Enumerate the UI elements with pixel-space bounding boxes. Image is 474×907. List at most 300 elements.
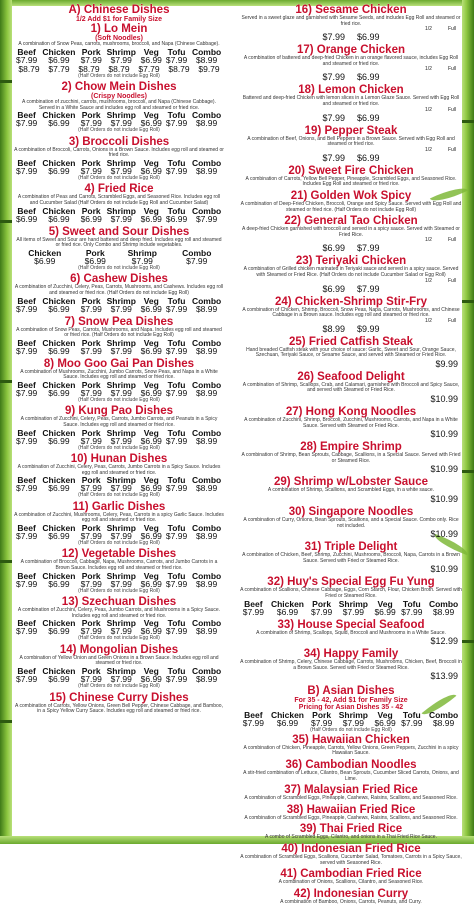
- item-description: A combination of Grilled chicken marinated in Teriyaki sauce and served in a spicy sauce. Served with Steamed or Fried Rice. (Half Orders do not include Cucumber Salad or Egg Roll): [243, 266, 459, 278]
- menu-item: [240, 868, 462, 886]
- price-column-header: Tofu: [167, 427, 186, 438]
- item-description: A combination of Broccoli, Cabbage, Napa, Mushrooms, Carrots, and Jumbo Carrots in a Brown Sauce. Includes egg roll and steamed or fried rice.: [20, 559, 218, 572]
- item-price: $10.99: [430, 529, 458, 540]
- menu-item: [14, 692, 224, 715]
- price-cell: $7.99: [165, 118, 188, 129]
- price-cell: $7.99: [80, 303, 102, 314]
- item-price: $10.99: [430, 394, 458, 405]
- price-column-header: Chicken: [42, 205, 76, 216]
- item-title: 26) Seafood Delight: [297, 370, 405, 383]
- price-column-header: Combo: [428, 598, 459, 609]
- price-column-header: Pork: [81, 570, 101, 581]
- item-note: (Half Orders do not include Egg Roll): [78, 492, 160, 499]
- price-column-header: Shrimp: [106, 618, 136, 629]
- price-cell: $7.99: [16, 387, 38, 398]
- price-cell: $7.99: [110, 165, 132, 176]
- price-column-header: Tofu: [402, 710, 421, 721]
- menu-item: [240, 804, 462, 822]
- price-column-header: Chicken: [42, 46, 76, 57]
- price-column-header: Pork: [81, 427, 101, 438]
- item-title: 1) Lo Mein: [90, 23, 148, 35]
- item-description: A combination of battered and deep-fried Chicken in an orange flavored sauce, includes Egg Roll and steamed or fried rice.: [243, 55, 459, 67]
- price-cell: $7.99: [165, 674, 188, 685]
- price-cell: $8.99: [195, 435, 218, 446]
- price-column-header: Shrimp: [106, 110, 136, 121]
- item-description: A combination of Shrimp, Celery, Chinese Cabbage, Carrots, Mushrooms, Chicken, Beef, Broccoli in a Brown Sauce. Served with Fried or Steamed Rice.: [240, 659, 462, 671]
- item-price-table: [14, 339, 224, 356]
- price-cell: $8.99: [195, 578, 218, 589]
- price-column-header: Beef: [17, 205, 36, 216]
- price-cell: $8.99: [432, 606, 455, 617]
- price-cell: $7.99: [322, 32, 345, 43]
- price-column-header: Combo: [191, 110, 222, 121]
- item-price-table: [14, 381, 224, 398]
- price-column-header: Veg: [143, 475, 159, 486]
- menu-item: [14, 273, 224, 313]
- item-price-table: [14, 667, 224, 684]
- price-cell: $7.99: [165, 345, 188, 356]
- item-price-table: [14, 524, 224, 541]
- price-column-header: Tofu: [167, 295, 186, 306]
- asian-price-table: [240, 711, 462, 728]
- price-cell: $7.99: [242, 718, 264, 729]
- item-description: A combination of Peas and Carrots, Scrambled Eggs, and Seasoned Rice. Includes egg roll and Cucumber Salad (Half Orders do not include Egg Roll and Cucumber Salad): [17, 194, 221, 207]
- price-column-header: Tofu: [167, 570, 186, 581]
- price-cell: $6.99: [140, 387, 162, 398]
- price-column-header: Beef: [244, 598, 263, 609]
- item-price-table: [14, 159, 224, 176]
- price-column-header: Shrimp: [106, 522, 136, 533]
- item-subtitle: (Soft Noodles): [95, 35, 143, 42]
- price-cell: $6.99: [48, 626, 70, 637]
- price-column-header: Veg: [377, 710, 393, 721]
- item-title: 33) House Special Seafood: [277, 618, 425, 631]
- item-title: 13) Szechuan Dishes: [61, 596, 177, 609]
- price-cell: $7.99: [110, 674, 132, 685]
- price-cell: $7.99: [110, 530, 132, 541]
- price-column-header: Combo: [191, 337, 222, 348]
- item-description: A stir-fried combination of Lettuce, Cilantro, Bean Sprouts, Cucumber Sliced Carrots, Onions, and Lime.: [243, 770, 459, 782]
- price-cell: $7.99: [165, 435, 188, 446]
- price-column-header: Chicken: [270, 598, 305, 609]
- half-full-prices: [240, 72, 462, 82]
- price-column-header: Chicken: [42, 427, 76, 438]
- price-cell: $7.99: [357, 243, 380, 254]
- price-cell: $7.99: [16, 530, 38, 541]
- item-subtitle: (Crispy Noodles): [90, 93, 147, 101]
- menu-item: [240, 44, 462, 82]
- price-column-header: Beef: [244, 710, 263, 721]
- price-column-header: Tofu: [167, 46, 186, 57]
- price-column-header: Chicken: [42, 570, 76, 581]
- item-description: A combination of Zucchini, Celery, Peas, Carrots, Mushrooms, and Cashews. Includes egg roll and steamed or fried rice. (Half Orders do not include Egg Roll): [14, 284, 224, 296]
- half-label: 1/2: [424, 237, 432, 244]
- price-cell: $6.99: [140, 345, 162, 356]
- price-column-header: Combo: [182, 247, 212, 258]
- item-description: A combination of Zucchini, Shrimp, Broccoli, Zucchini, Mushrooms, Carrots, and Napa in a White Sauce. Served with Steamed or Fried Rice.: [244, 417, 458, 429]
- price-column-header: Pork: [312, 710, 332, 721]
- price-column-header: Tofu: [167, 337, 186, 348]
- menu-item: [240, 476, 462, 504]
- price-cell: $6.99: [140, 626, 162, 637]
- menu-item: [14, 81, 224, 134]
- item-title: 23) Teriyaki Chicken: [295, 255, 407, 268]
- full-label: Full: [447, 146, 456, 153]
- price-cell: $8.99: [195, 165, 218, 176]
- price-column-header: Veg: [143, 46, 159, 57]
- menu-item: [240, 648, 462, 681]
- price-cell: $7.99: [16, 118, 38, 129]
- price-cell: $7.99: [16, 578, 38, 589]
- price-cell: $7.99: [322, 72, 345, 83]
- item-title: 19) Pepper Steak: [304, 124, 398, 137]
- price-cell: $6.99: [140, 578, 162, 589]
- price-cell: $7.99: [80, 578, 102, 589]
- price-column-header: Beef: [17, 427, 36, 438]
- item-title: 32) Huy's Special Egg Fu Yung: [267, 576, 435, 589]
- price-column-header: Tofu: [402, 598, 421, 609]
- right-menu-column: [240, 4, 462, 907]
- price-cell: $8.79: [78, 63, 100, 74]
- price-column-header: Combo: [191, 205, 222, 216]
- item-title: 9) Kung Pao Dishes: [65, 405, 173, 418]
- item-description: A combination of Mushrooms, Zucchini, Jumbo Carrots, Snow Peas, and Napa in a White Sauce. Includes egg roll and steamed or fried rice.: [20, 368, 218, 381]
- item-price: $10.99: [430, 429, 458, 440]
- price-column-header: Combo: [191, 379, 222, 390]
- item-description: A combination of Beef, Onions, and Bell Peppers in a Brown Sauce. Served with Egg Roll and steamed or fried rice.: [247, 135, 455, 148]
- price-cell: $7.99: [16, 54, 38, 65]
- full-label: Full: [447, 66, 456, 73]
- price-column-header: Pork: [81, 618, 101, 629]
- menu-item: [14, 405, 224, 451]
- item-title: 37) Malaysian Fried Rice: [284, 784, 418, 797]
- price-column-header: Chicken: [42, 337, 76, 348]
- menu-item: [240, 888, 462, 906]
- price-cell: $7.99: [165, 530, 188, 541]
- price-column-header: Combo: [191, 295, 222, 306]
- item-title: 29) Shrimp w/Lobster Sauce: [273, 476, 428, 489]
- price-column-header: Combo: [191, 666, 222, 677]
- item-title: 27) Hong Kong Noodles: [285, 406, 417, 419]
- price-column-header: Combo: [191, 475, 222, 486]
- half-label: 1/2: [424, 66, 432, 73]
- price-cell: $8.99: [195, 483, 218, 494]
- price-cell: $6.99: [140, 54, 162, 65]
- price-cell: $7.99: [110, 345, 132, 356]
- item-description: A combination of Snow Peas, Carrots, Mushrooms, and Napa. Includes egg roll and steamed or fried rice. (Half Orders do not include Egg Roll): [16, 326, 222, 339]
- price-column-header: Pork: [81, 110, 101, 121]
- item-title: 34) Happy Family: [303, 648, 399, 661]
- price-column-header: Beef: [17, 295, 36, 306]
- item-title: 24) Chicken-Shrimp Stir-Fry: [274, 295, 428, 308]
- item-description: A combination of Shrimp, Scallions, and Scrambled Eggs, in a white sauce.: [267, 487, 435, 494]
- item-note: (Half Orders do not include Egg Roll): [78, 174, 160, 181]
- menu-item: [240, 576, 462, 616]
- price-cell: $6.99: [48, 387, 70, 398]
- price-cell: $7.99: [110, 213, 132, 224]
- price-cell: $6.99: [140, 303, 162, 314]
- price-column-header: Combo: [191, 157, 222, 168]
- price-column-header: Veg: [143, 666, 159, 677]
- price-cell: $7.99: [80, 483, 102, 494]
- item-description: A combination of Deep-Fried Chicken, Broccoli, Orange and Spicy Sauce. Served with Egg Roll and steamed or fried rice. (Half Orders do not include Egg Roll): [240, 200, 462, 213]
- menu-item: [240, 784, 462, 802]
- price-cell: $6.99: [16, 213, 38, 224]
- price-column-header: Beef: [17, 157, 36, 168]
- half-full-prices: [240, 243, 462, 253]
- menu-item: [240, 823, 462, 841]
- price-cell: $8.99: [195, 303, 218, 314]
- menu-item: [14, 316, 224, 356]
- menu-item: [240, 84, 462, 122]
- price-column-header: Beef: [17, 475, 36, 486]
- menu-item: [14, 548, 224, 594]
- menu-item: [240, 371, 462, 404]
- price-cell: $6.99: [140, 118, 162, 129]
- item-title: 25) Fried Catfish Steak: [289, 335, 413, 348]
- price-cell: $6.99: [48, 213, 70, 224]
- item-title: 21) Golden Wok Spicy: [290, 189, 412, 202]
- price-column-header: Pork: [85, 247, 105, 258]
- price-cell: $7.99: [322, 112, 345, 123]
- price-column-header: Veg: [143, 157, 159, 168]
- item-description: A combination of Scrambled Eggs, Pineapple, Cashews, Raisins, Scallions, and Seasoned Rice.: [244, 795, 458, 802]
- item-description: A combination of Scallions, Chinese Cabbage, Eggs, Corn Starch, Flour, Chicken Broth. Served with Fried or Steamed Rice.: [240, 587, 462, 599]
- price-cell: $8.99: [195, 626, 218, 637]
- section-a-header: A) Chinese Dishes: [68, 4, 170, 16]
- price-column-header: Chicken: [42, 522, 76, 533]
- price-column-header: Tofu: [167, 110, 186, 121]
- item-title: 12) Vegetable Dishes: [61, 548, 177, 561]
- item-description: A deep-fried Chicken garnished with broccoli and served in a spicy sauce. Served with Steamed or Fried Rice.: [242, 226, 460, 238]
- menu-item: [240, 4, 462, 42]
- item-price-table: [240, 600, 462, 617]
- item-price: $10.99: [430, 564, 458, 575]
- price-column-header: Beef: [17, 110, 36, 121]
- left-menu-column: [14, 4, 224, 717]
- item-price-table: [14, 249, 224, 266]
- price-cell: $8.99: [195, 118, 218, 129]
- item-title: 41) Cambodian Fried Rice: [280, 868, 422, 881]
- price-column-header: Veg: [143, 205, 159, 216]
- price-column-header: Tofu: [167, 666, 186, 677]
- price-cell: $7.99: [322, 152, 345, 163]
- item-description: A combination of zucchini, carrots, mushrooms, broccoli, and Napa (Chinese Cabbage). Served in a White Sauce and includes egg roll and steamed or fried rice.: [22, 99, 216, 111]
- price-cell: $6.99: [357, 112, 380, 123]
- item-note: (Half Orders do not include Egg Roll): [78, 635, 160, 642]
- item-title: 5) Sweet and Sour Dishes: [48, 225, 190, 238]
- price-cell: $7.99: [165, 578, 188, 589]
- item-title: 35) Hawaiian Chicken: [292, 733, 410, 746]
- price-cell: $6.99: [357, 72, 380, 83]
- price-cell: $7.99: [401, 718, 423, 729]
- price-column-header: Pork: [81, 379, 101, 390]
- item-title: 38) Hawaiian Fried Rice: [286, 803, 416, 816]
- item-price-table: [14, 619, 224, 636]
- price-column-header: Shrimp: [338, 710, 368, 721]
- price-cell: $8.99: [195, 345, 218, 356]
- item-price-table: [14, 476, 224, 493]
- menu-item: [14, 183, 224, 223]
- price-cell: $7.99: [80, 54, 102, 65]
- full-label: Full: [447, 317, 456, 324]
- price-cell: $6.99: [48, 530, 70, 541]
- price-column-header: Beef: [17, 337, 36, 348]
- price-cell: $7.99: [242, 606, 264, 617]
- price-cell: $6.99: [84, 255, 106, 266]
- item-description: A combination of Carrots, Yellow Onions, Green Bell Pepper, Chinese Cabbage, and Bamboo, in a Spicy Yellow Curry Sauce. Includes egg roll and steamed or fried rice.: [15, 702, 223, 715]
- item-description: Battered and deep-fried Chicken with lemon slices in a Lemon Glaze Sauce. Served with Egg Roll and steamed or fried rice.: [242, 95, 460, 107]
- price-cell: $7.99: [110, 578, 132, 589]
- price-column-header: Tofu: [167, 205, 186, 216]
- price-cell: $6.99: [48, 54, 70, 65]
- menu-item: [240, 506, 462, 539]
- price-cell: $8.99: [195, 387, 218, 398]
- item-price-table: [14, 48, 224, 65]
- price-column-header: Combo: [191, 618, 222, 629]
- price-cell: $6.99: [48, 165, 70, 176]
- price-column-header: Tofu: [167, 379, 186, 390]
- price-column-header: Shrimp: [106, 427, 136, 438]
- price-cell: $7.99: [110, 626, 132, 637]
- price-cell: $7.99: [310, 606, 333, 617]
- price-column-header: Pork: [81, 295, 101, 306]
- price-cell: $7.99: [110, 387, 132, 398]
- price-cell: $7.99: [110, 483, 132, 494]
- price-cell: $7.99: [195, 213, 218, 224]
- price-column-header: Shrimp: [106, 46, 136, 57]
- price-cell: $7.99: [80, 345, 102, 356]
- half-full-prices: [240, 32, 462, 42]
- menu-item: [14, 453, 224, 499]
- item-title: 11) Garlic Dishes: [72, 500, 166, 513]
- item-description: A combination of Snow Peas, carrots, mushrooms, broccoli, and Napa (Chinese Cabbage).: [18, 41, 220, 47]
- price-column-header: Shrimp: [106, 295, 136, 306]
- price-cell: $7.99: [110, 118, 132, 129]
- section-b-header: B) Asian Dishes: [307, 685, 395, 698]
- price-column-header: Chicken: [42, 475, 76, 486]
- price-column-header: Beef: [17, 570, 36, 581]
- price-column-header: Chicken: [42, 666, 76, 677]
- half-label: 1/2: [424, 277, 432, 284]
- price-cell: $7.99: [80, 118, 102, 129]
- half-label: 1/2: [424, 317, 432, 324]
- item-title: 3) Broccoli Dishes: [68, 135, 170, 148]
- price-column-header: Veg: [143, 427, 159, 438]
- price-column-header: Chicken: [42, 295, 76, 306]
- price-column-header: Beef: [17, 666, 36, 677]
- item-description: Served in a sweet glaze and garnished with Sesame Seeds, and includes Egg Roll and steamed or fried rice.: [241, 15, 461, 27]
- price-column-header: Pork: [81, 337, 101, 348]
- item-title: 36) Cambodian Noodles: [285, 759, 417, 772]
- price-cell: $6.99: [276, 606, 299, 617]
- price-cell: $6.99: [357, 152, 380, 163]
- price-cell: $6.99: [140, 435, 162, 446]
- menu-item: [240, 759, 462, 782]
- half-full-prices: [240, 113, 462, 123]
- item-description: A combination of Zucchini, Celery, Peas, Carrots, Jumbo Carrots, and Peanuts in a Spicy Sauce. Includes egg roll and steamed or fried rice.: [20, 416, 218, 428]
- price-cell: $6.99: [48, 118, 70, 129]
- price-cell: $6.99: [80, 213, 102, 224]
- price-cell: $6.99: [276, 718, 299, 729]
- asian-note: (Half Orders do not include Egg Roll): [310, 727, 392, 734]
- full-label: Full: [447, 26, 456, 33]
- price-column-header: Combo: [191, 522, 222, 533]
- price-column-header: Veg: [143, 379, 159, 390]
- price-cell: $7.99: [80, 165, 102, 176]
- price-cell: $6.99: [374, 718, 396, 729]
- section-b-subheader: For 35 - 42, Add $1 for Family Size: [294, 697, 408, 705]
- price-column-header: Shrimp: [106, 379, 136, 390]
- price-cell: $7.99: [80, 435, 102, 446]
- menu-item: [14, 136, 224, 182]
- price-column-header: Beef: [17, 522, 36, 533]
- price-column-header: Chicken: [28, 247, 62, 258]
- bamboo-left-border: [0, 0, 12, 844]
- item-description: All items of Sweet and Sour are hand battered and deep fried. Includes egg roll and steamed or fried rice. Only Combo and Shrimp include vegetables.: [16, 236, 222, 249]
- full-label: Full: [447, 237, 456, 244]
- item-title: 42) Indonesian Curry: [293, 887, 409, 900]
- price-cell: $7.99: [110, 303, 132, 314]
- price-column-header: Shrimp: [106, 475, 136, 486]
- price-column-header: Combo: [428, 710, 459, 721]
- item-description: A combination of Bamboo, Onions, Carrots, Peanuts, and Curry.: [280, 898, 422, 905]
- item-title: 8) Moo Goo Gai Pan Dishes: [43, 357, 195, 370]
- menu-item: [240, 255, 462, 293]
- item-title: 4) Fried Rice: [84, 183, 154, 196]
- price-cell: $7.99: [186, 255, 208, 266]
- price-column-header: Chicken: [42, 110, 76, 121]
- price-cell: $7.99: [16, 435, 38, 446]
- item-note: (Half Orders do not include Egg Roll): [78, 683, 160, 690]
- item-description: A combination of Scrambled Eggs, Pineapple, Cashews, Raisins, Scallions, and Seasoned Rice.: [244, 814, 458, 821]
- price-cell: $6.99: [140, 530, 162, 541]
- item-description: A combination of Shrimp, Scallops, Squid, Broccoli and Mushrooms in a White Sauce.: [256, 629, 446, 636]
- price-column-header: Veg: [143, 570, 159, 581]
- item-title: 30) Singapore Noodles: [288, 506, 414, 519]
- price-cell: $6.99: [140, 483, 162, 494]
- item-description: A combination of Onions, Scallions, Cilantro, and Seasoned Rice.: [278, 879, 424, 886]
- price-cell: $7.99: [16, 345, 38, 356]
- item-description: A combination of Shrimp, Bean Sprouts, Cabbage, Scallions, in a Special Sauce. Served with Fried or Steamed Rice.: [241, 452, 461, 464]
- price-cell: $7.99: [165, 387, 188, 398]
- price-cell: $8.79: [18, 63, 40, 74]
- price-cell: $7.99: [80, 626, 102, 637]
- item-description: A combination of Chicken, Shrimp, Broccoli, Snow Peas, Napa, Carrots, Mushrooms, and Chinese Cabbage in a Brown sauce. Includes egg roll and steamed or fried rice.: [242, 306, 460, 319]
- menu-item: [240, 125, 462, 163]
- price-cell: $7.99: [165, 483, 188, 494]
- price-cell: $7.99: [80, 674, 102, 685]
- price-column-header: Pork: [81, 46, 101, 57]
- price-column-header: Veg: [143, 110, 159, 121]
- item-description: A combination of Curry, Onions, Bean Sprouts, Scallions, and a Special Sauce. Combo only. Rice not included.: [243, 517, 459, 529]
- half-full-prices: [240, 153, 462, 163]
- section-a-subheader: 1/2 Add $1 for Family Size: [75, 16, 163, 23]
- menu-item: [240, 190, 462, 213]
- price-cell: $9.79: [198, 63, 220, 74]
- price-cell: $6.99: [140, 213, 162, 224]
- price-cell: $6.99: [48, 435, 70, 446]
- half-label: 1/2: [424, 106, 432, 113]
- price-cell: $6.99: [48, 345, 70, 356]
- menu-item: [240, 843, 462, 866]
- price-cell: $7.99: [165, 626, 188, 637]
- price-column-header: Veg: [143, 618, 159, 629]
- price-cell: $8.79: [168, 63, 190, 74]
- full-label: Full: [447, 106, 456, 113]
- item-title: 15) Chinese Curry Dishes: [49, 691, 189, 704]
- price-column-header: Shrimp: [127, 247, 157, 258]
